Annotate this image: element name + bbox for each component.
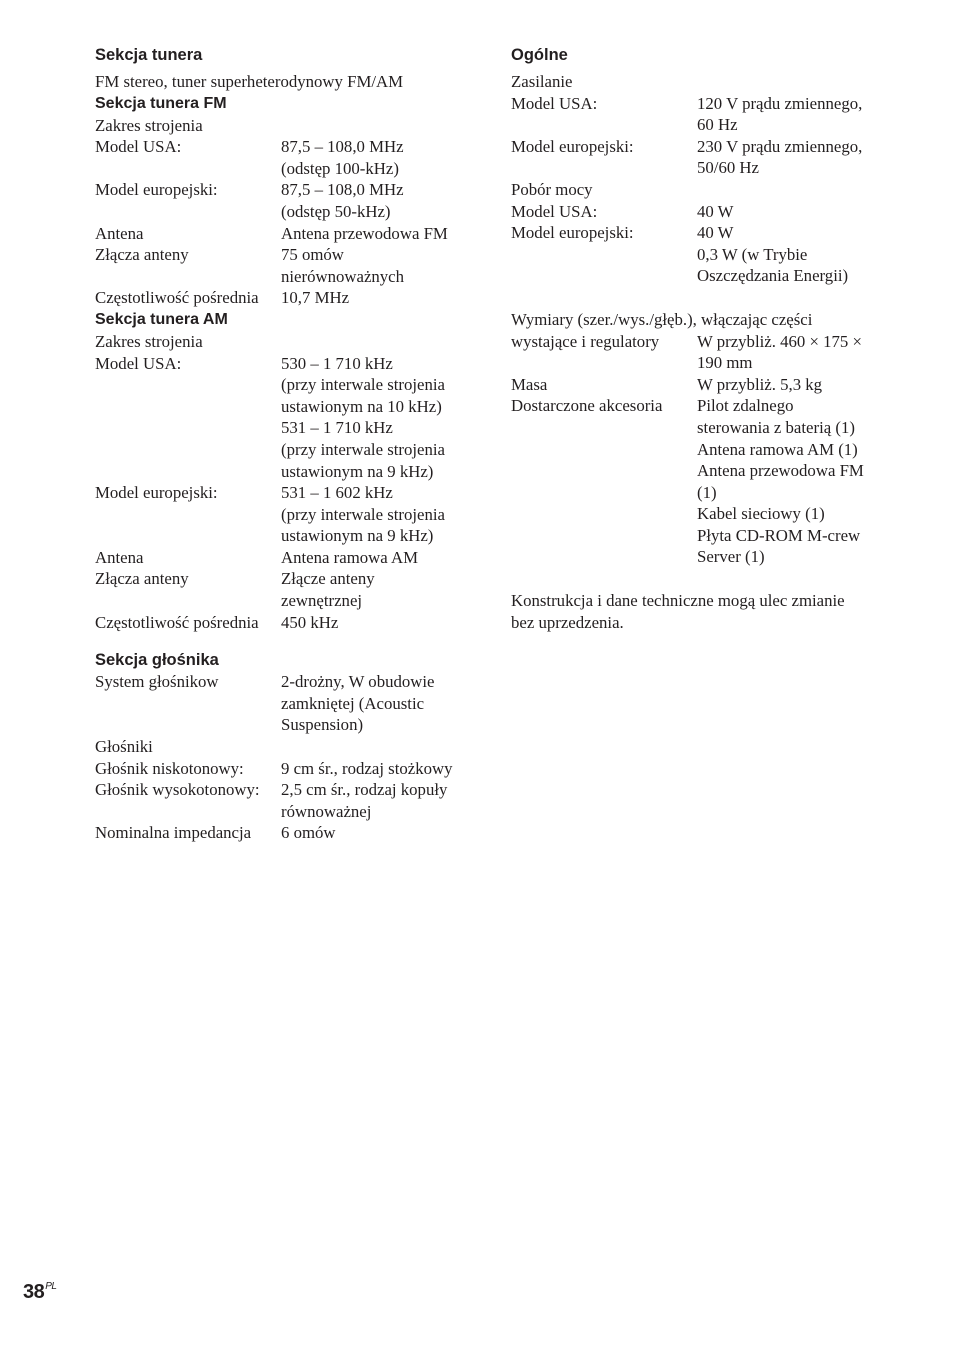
spec-value [281, 758, 475, 780]
spec-value-line: Suspension) [281, 715, 364, 735]
spec-value-line: równoważnej [281, 801, 372, 821]
spec-label: Złącza anteny [95, 245, 189, 265]
spec-row [511, 395, 891, 568]
spec-label: Model europejski: [511, 223, 634, 243]
spec-value-line: (przy interwale strojenia [281, 504, 446, 524]
spec-row [511, 374, 891, 396]
spec-value-line: sterowania z baterią (1) [697, 417, 855, 437]
spec-value-line: 450 kHz [281, 612, 339, 632]
spec-label: wystające i regulatory [511, 331, 660, 351]
spec-label: Model USA: [511, 201, 598, 221]
spec-value [281, 568, 475, 611]
spec-value [281, 179, 475, 222]
spec-value-line: 531 – 1 602 kHz [281, 483, 393, 503]
spec-label: Nominalna impedancja [95, 823, 252, 843]
spec-label: System głośnikow [95, 672, 219, 692]
spec-row [95, 568, 475, 611]
spec-value-line: Płyta CD-ROM M-crew [697, 525, 861, 545]
consumption-label: Pobór mocy [511, 179, 593, 199]
spec-row [511, 222, 891, 287]
spec-value-line: 531 – 1 710 kHz [281, 418, 393, 438]
spec-label: Głośnik wysokotonowy: [95, 780, 260, 800]
speakers-label: Głośniki [95, 737, 153, 757]
spec-value-line: 2,5 cm śr., rodzaj kopuły [281, 780, 448, 800]
spec-value [281, 244, 475, 287]
am-spec-list [95, 353, 475, 634]
spec-label: Dostarczone akcesoria [511, 396, 663, 416]
spec-value [281, 136, 475, 179]
left-column [95, 44, 475, 844]
spec-value-line: W przybliż. 460 × 175 × [697, 331, 862, 351]
subsection-title-am: Sekcja tunera AM [95, 310, 228, 328]
fm-spec-list [95, 136, 475, 309]
spec-label: Model USA: [95, 137, 182, 157]
spec-value-line: (odstęp 100-kHz) [281, 158, 399, 178]
spec-label: Model USA: [511, 93, 598, 113]
page-number: $38^{PL}$ [23, 1281, 57, 1303]
spec-value-line: nierównoważnych [281, 266, 405, 286]
spec-value-line: (1) [697, 482, 717, 502]
spec-row [95, 612, 475, 634]
spec-value [281, 353, 475, 483]
spec-row [95, 671, 475, 736]
section-title-tuner: Sekcja tunera [95, 46, 203, 64]
spec-value-line: ustawionym na 10 kHz) [281, 396, 442, 416]
consumption-spec-list [511, 201, 891, 287]
spec-value-line: (przy interwale strojenia [281, 439, 446, 459]
spec-row [95, 136, 475, 179]
spec-value-line: 190 mm [697, 353, 753, 373]
spec-row [95, 179, 475, 222]
spec-value-line: W przybliż. 5,3 kg [697, 374, 823, 394]
spec-value [281, 547, 475, 569]
spec-value [697, 222, 891, 287]
spec-row [95, 779, 475, 822]
spec-value-line: zewnętrznej [281, 591, 363, 611]
spec-value-line: 6 omów [281, 823, 336, 843]
spec-row [95, 482, 475, 547]
spec-label: Częstotliwość pośrednia [95, 288, 259, 308]
spec-value-line: Antena ramowa AM (1) [697, 439, 858, 459]
spec-value-line: 60 Hz [697, 115, 738, 135]
spec-value-line: 87,5 – 108,0 MHz [281, 137, 404, 157]
spec-label: Głośnik niskotonowy: [95, 758, 244, 778]
spec-value-line: Oszczędzania Energii) [697, 266, 849, 286]
power-spec-list [511, 93, 891, 179]
spec-value-line: Antena przewodowa FM [697, 461, 864, 481]
spec-value [697, 331, 891, 374]
spec-label: Model europejski: [511, 136, 634, 156]
spec-value-line: 9 cm śr., rodzaj stożkowy [281, 758, 453, 778]
spec-row [95, 244, 475, 287]
disclaimer-note: Konstrukcja i dane techniczne mogą ulec zmianie bez uprzedzenia. [511, 591, 845, 632]
spec-label: Model europejski: [95, 180, 218, 200]
spec-value-line: 2-drożny, W obudowie [281, 672, 435, 692]
spec-row [95, 223, 475, 245]
spec-value-line: 530 – 1 710 kHz [281, 353, 393, 373]
spec-label: Masa [511, 374, 548, 394]
subsection-title-fm: Sekcja tunera FM [95, 94, 227, 112]
spec-value [281, 612, 475, 634]
spec-value [281, 779, 475, 822]
spec-row [95, 353, 475, 483]
spec-label: Model europejski: [95, 483, 218, 503]
spec-row [95, 287, 475, 309]
spec-value [697, 136, 891, 179]
spec-value-line: zamkniętej (Acoustic [281, 693, 425, 713]
spec-value-line: 75 omów [281, 245, 344, 265]
spec-row [511, 201, 891, 223]
spec-value [697, 374, 891, 396]
spec-value [281, 482, 475, 547]
power-label: Zasilanie [511, 72, 573, 91]
spec-row [95, 822, 475, 844]
spec-value-line: 40 W [697, 201, 734, 221]
spec-value-line: (przy interwale strojenia [281, 375, 446, 395]
spec-value-line: 10,7 MHz [281, 288, 350, 308]
spec-label: Złącza anteny [95, 569, 189, 589]
other-spec-list [511, 331, 891, 569]
spec-value [281, 287, 475, 309]
spec-value-line: 87,5 – 108,0 MHz [281, 180, 404, 200]
spec-value-line: 40 W [697, 223, 734, 243]
spec-value-line: Antena przewodowa FM [281, 223, 448, 243]
dimensions-label: Wymiary (szer./wys./głęb.), włączając części [511, 309, 813, 329]
spec-label: Antena [95, 547, 144, 567]
spec-value-line: Złącze anteny [281, 569, 375, 589]
right-column [511, 44, 891, 633]
spec-label: Model USA: [95, 353, 182, 373]
spec-label: Antena [95, 223, 144, 243]
spec-label: Częstotliwość pośrednia [95, 612, 259, 632]
spec-value [697, 201, 891, 223]
spec-row [95, 758, 475, 780]
spec-value-line: 120 V prądu zmiennego, [697, 93, 863, 113]
spec-value [697, 395, 891, 568]
spec-value-line: Server (1) [697, 547, 765, 567]
spec-value-line: ustawionym na 9 kHz) [281, 461, 434, 481]
section-title-general: Ogólne [511, 46, 568, 64]
spec-value-line: 0,3 W (w Trybie [697, 244, 808, 264]
spec-value-line: 230 V prądu zmiennego, [697, 136, 863, 156]
fm-range-label: Zakres strojenia [95, 115, 203, 135]
tuner-intro: FM stereo, tuner superheterodynowy FM/AM [95, 72, 404, 91]
spec-row [511, 136, 891, 179]
spec-value [281, 671, 475, 736]
spec-value-line: Pilot zdalnego [697, 396, 794, 416]
spec-row [511, 331, 891, 374]
section-title-speaker: Sekcja głośnika [95, 651, 219, 670]
spec-value-line: Antena ramowa AM [281, 547, 419, 567]
spec-value-line: 50/60 Hz [697, 158, 759, 178]
speaker-spec-list [95, 758, 475, 844]
spec-value [281, 822, 475, 844]
spec-value-line: (odstęp 50-kHz) [281, 201, 391, 221]
speaker-system-list [95, 671, 475, 736]
spec-value-line: ustawionym na 9 kHz) [281, 526, 434, 546]
spec-value [697, 93, 891, 136]
spec-value-line: Kabel sieciowy (1) [697, 504, 825, 524]
page-language-suffix: PL [45, 1281, 57, 1292]
am-range-label: Zakres strojenia [95, 331, 203, 351]
spec-row [511, 93, 891, 136]
spec-row [95, 547, 475, 569]
spec-value [281, 223, 475, 245]
